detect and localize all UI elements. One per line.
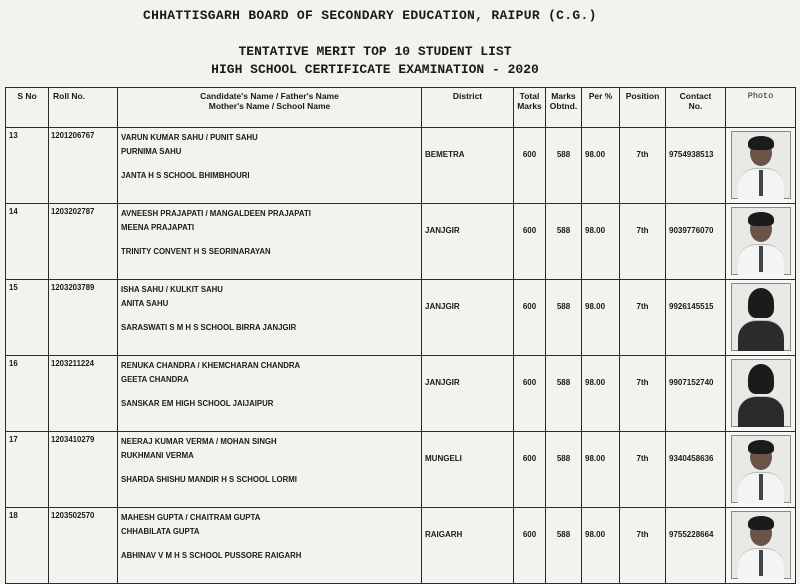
- student-photo-icon: [731, 131, 791, 199]
- merit-list-table: [5, 87, 796, 584]
- row-district: BEMETRA: [422, 128, 514, 204]
- mother-name: GEETA CHANDRA: [121, 375, 189, 384]
- school-name: SANSKAR EM HIGH SCHOOL JAIJAIPUR: [121, 399, 274, 408]
- table-row: [6, 128, 796, 204]
- row-candidate: [118, 356, 422, 432]
- row-roll: 1201206767: [49, 128, 118, 204]
- table-row: [6, 508, 796, 584]
- student-photo-icon: [731, 359, 791, 427]
- school-name: JANTA H S SCHOOL BHIMBHOURI: [121, 171, 250, 180]
- row-candidate: [118, 508, 422, 584]
- row-photo: [726, 280, 796, 356]
- candidate-father-name: RENUKA CHANDRA / KHEMCHARAN CHANDRA: [121, 361, 301, 370]
- board-name: CHHATTISGARH BOARD OF SECONDARY EDUCATION, RAIPUR (C.G.): [143, 8, 597, 23]
- col-contact: [666, 88, 726, 128]
- row-percent: 98.00: [582, 280, 620, 356]
- col-obtained: [546, 88, 582, 128]
- row-roll: 1203211224: [49, 356, 118, 432]
- row-sno: 17: [6, 432, 49, 508]
- col-total-line2: Marks: [517, 101, 542, 111]
- table-row: [6, 356, 796, 432]
- exam-title: HIGH SCHOOL CERTIFICATE EXAMINATION - 2020: [211, 62, 539, 77]
- row-obtained: 588: [546, 280, 582, 356]
- photo-body-shape: [738, 320, 784, 351]
- col-total-line1: Total: [519, 91, 540, 101]
- row-district: RAIGARH: [422, 508, 514, 584]
- row-candidate: [118, 432, 422, 508]
- col-obtained-line2: Obtnd.: [549, 101, 578, 111]
- row-contact: 9926145515: [666, 280, 726, 356]
- row-photo: [726, 508, 796, 584]
- row-sno: 16: [6, 356, 49, 432]
- mother-name: PURNIMA SAHU: [121, 147, 182, 156]
- col-contact-line2: No.: [688, 101, 703, 111]
- mother-name: MEENA PRAJAPATI: [121, 223, 195, 232]
- row-sno: 14: [6, 204, 49, 280]
- row-position: 7th: [620, 432, 666, 508]
- candidate-father-name: NEERAJ KUMAR VERMA / MOHAN SINGH: [121, 437, 277, 446]
- col-roll: Roll No.: [49, 88, 118, 128]
- mother-name: RUKHMANI VERMA: [121, 451, 194, 460]
- photo-tie-shape: [759, 550, 763, 576]
- student-photo-icon: [731, 283, 791, 351]
- row-position: 7th: [620, 128, 666, 204]
- col-total: [514, 88, 546, 128]
- col-candidate-line1: Candidate's Name / Father's Name: [200, 91, 339, 101]
- row-percent: 98.00: [582, 204, 620, 280]
- row-position: 7th: [620, 204, 666, 280]
- table-row: [6, 432, 796, 508]
- row-contact: 9755228664: [666, 508, 726, 584]
- row-roll: 1203203789: [49, 280, 118, 356]
- row-sno: 13: [6, 128, 49, 204]
- row-total: 600: [514, 204, 546, 280]
- row-obtained: 588: [546, 356, 582, 432]
- row-contact: 9907152740: [666, 356, 726, 432]
- col-district: District: [422, 88, 514, 128]
- photo-hair-shape: [748, 516, 774, 530]
- photo-hair-shape: [748, 212, 774, 226]
- candidate-father-name: VARUN KUMAR SAHU / PUNIT SAHU: [121, 133, 258, 142]
- row-total: 600: [514, 128, 546, 204]
- photo-body-shape: [738, 396, 784, 427]
- row-total: 600: [514, 432, 546, 508]
- table-row: [6, 280, 796, 356]
- row-percent: 98.00: [582, 508, 620, 584]
- row-sno: 18: [6, 508, 49, 584]
- student-photo-icon: [731, 207, 791, 275]
- col-candidate-line2: Mother's Name / School Name: [208, 101, 331, 111]
- row-percent: 98.00: [582, 432, 620, 508]
- row-district: MUNGELI: [422, 432, 514, 508]
- photo-hair-shape: [748, 288, 774, 318]
- row-district: JANJGIR: [422, 356, 514, 432]
- school-name: SHARDA SHISHU MANDIR H S SCHOOL LORMI: [121, 475, 297, 484]
- school-name: TRINITY CONVENT H S SEORINARAYAN: [121, 247, 271, 256]
- photo-hair-shape: [748, 440, 774, 454]
- col-sno: S No: [6, 88, 49, 128]
- mother-name: ANITA SAHU: [121, 299, 169, 308]
- row-photo: [726, 432, 796, 508]
- row-position: 7th: [620, 356, 666, 432]
- row-percent: 98.00: [582, 356, 620, 432]
- row-roll: 1203410279: [49, 432, 118, 508]
- row-district: JANJGIR: [422, 280, 514, 356]
- row-photo: [726, 356, 796, 432]
- row-sno: 15: [6, 280, 49, 356]
- row-percent: 98.00: [582, 128, 620, 204]
- row-obtained: 588: [546, 204, 582, 280]
- table-row: [6, 204, 796, 280]
- table-header-row: [6, 88, 796, 128]
- row-position: 7th: [620, 280, 666, 356]
- row-total: 600: [514, 508, 546, 584]
- mother-name: CHHABILATA GUPTA: [121, 527, 200, 536]
- row-contact: 9039776070: [666, 204, 726, 280]
- row-roll: 1203202787: [49, 204, 118, 280]
- row-roll: 1203502570: [49, 508, 118, 584]
- photo-tie-shape: [759, 246, 763, 272]
- candidate-father-name: ISHA SAHU / KULKIT SAHU: [121, 285, 223, 294]
- row-candidate: [118, 128, 422, 204]
- photo-tie-shape: [759, 170, 763, 196]
- col-candidate: [118, 88, 422, 128]
- candidate-father-name: MAHESH GUPTA / CHAITRAM GUPTA: [121, 513, 261, 522]
- row-photo: [726, 128, 796, 204]
- col-position: Position: [620, 88, 666, 128]
- photo-hair-shape: [748, 136, 774, 150]
- row-total: 600: [514, 280, 546, 356]
- school-name: SARASWATI S M H S SCHOOL BIRRA JANJGIR: [121, 323, 297, 332]
- row-obtained: 588: [546, 432, 582, 508]
- row-photo: [726, 204, 796, 280]
- row-obtained: 588: [546, 128, 582, 204]
- row-candidate: [118, 204, 422, 280]
- col-photo: Photo: [726, 88, 796, 128]
- photo-tie-shape: [759, 474, 763, 500]
- row-candidate: [118, 280, 422, 356]
- row-obtained: 588: [546, 508, 582, 584]
- col-percent: Per %: [582, 88, 620, 128]
- row-position: 7th: [620, 508, 666, 584]
- school-name: ABHINAV V M H S SCHOOL PUSSORE RAIGARH: [121, 551, 302, 560]
- photo-hair-shape: [748, 364, 774, 394]
- col-contact-line1: Contact: [679, 91, 712, 101]
- row-district: JANJGIR: [422, 204, 514, 280]
- row-contact: 9340458636: [666, 432, 726, 508]
- row-total: 600: [514, 356, 546, 432]
- list-title: TENTATIVE MERIT TOP 10 STUDENT LIST: [238, 44, 512, 59]
- candidate-father-name: AVNEESH PRAJAPATI / MANGALDEEN PRAJAPATI: [121, 209, 311, 218]
- row-contact: 9754938513: [666, 128, 726, 204]
- col-obtained-line1: Marks: [551, 91, 576, 101]
- student-photo-icon: [731, 511, 791, 579]
- student-photo-icon: [731, 435, 791, 503]
